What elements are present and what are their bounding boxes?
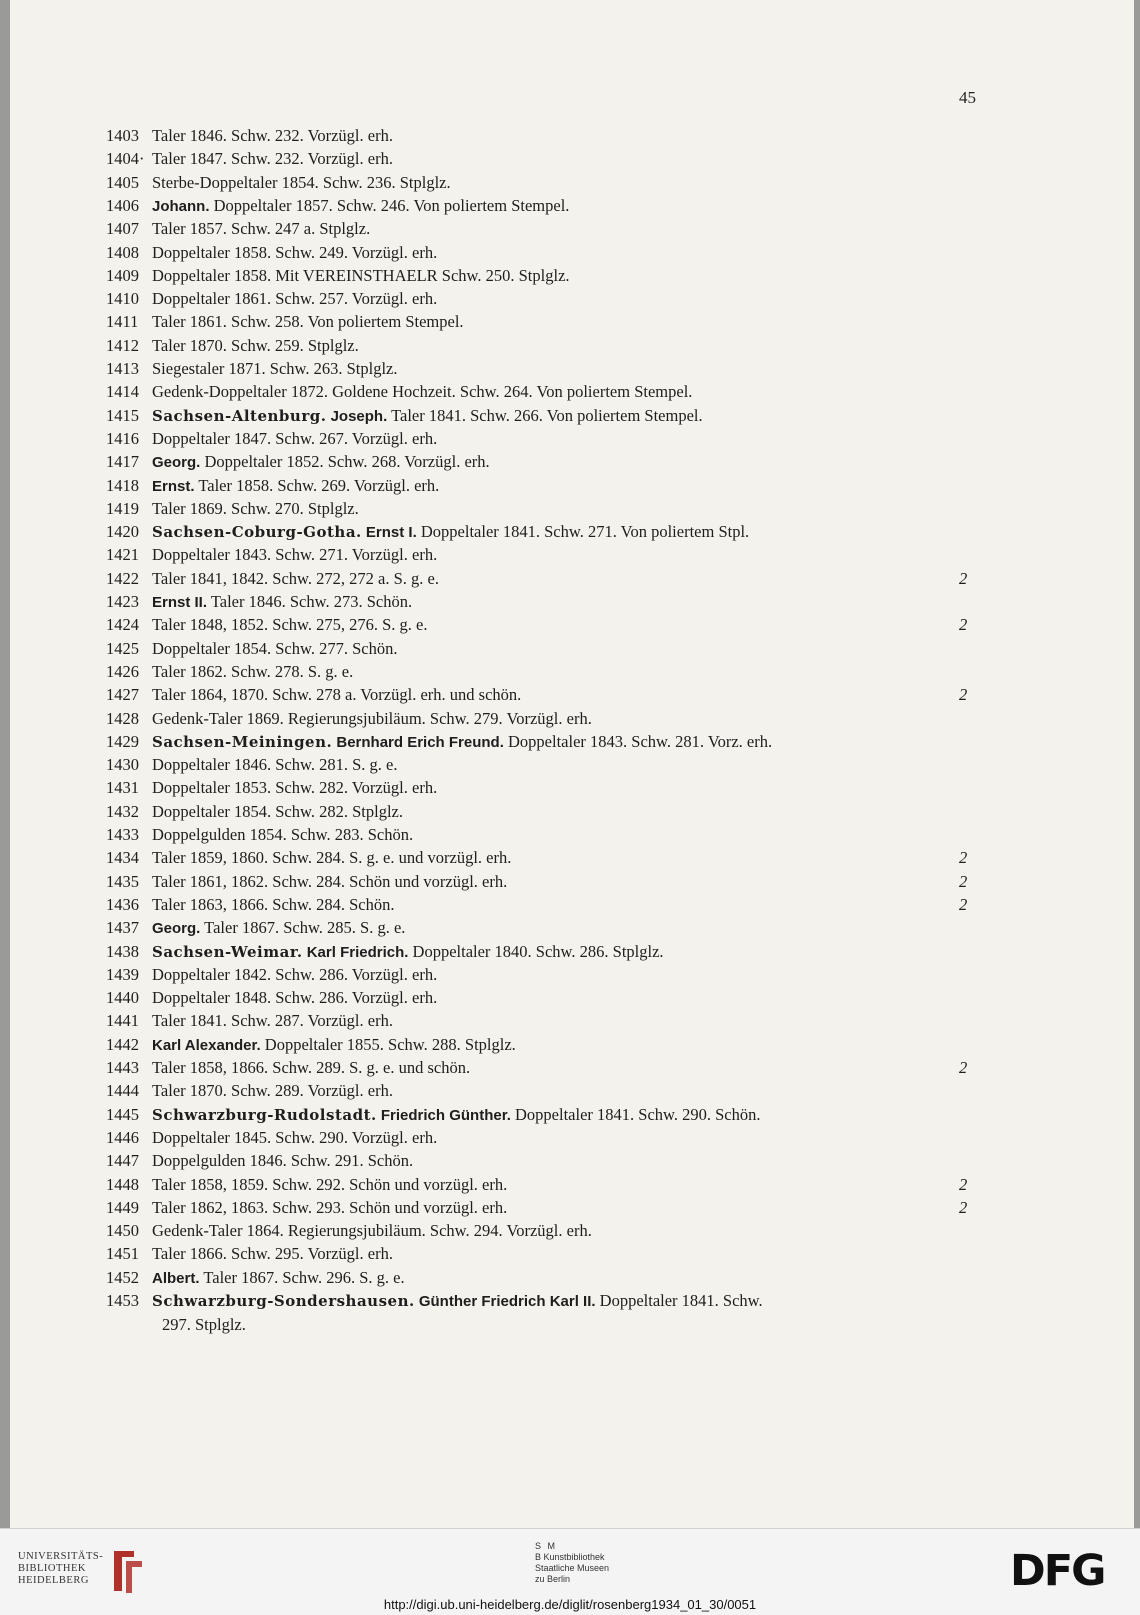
lot-line xyxy=(10,639,1134,662)
lot-text: Taler 1869. Schw. 270. Stplglz. xyxy=(152,498,359,518)
lot-line xyxy=(10,685,1134,708)
ruler-name: Johann. xyxy=(152,197,210,215)
lot-description xyxy=(152,1268,952,1288)
lot-description xyxy=(152,289,952,309)
lot-description xyxy=(152,126,952,146)
region-heading: Sachsen-Coburg-Gotha. xyxy=(152,523,362,542)
lot-description xyxy=(152,848,952,868)
lot-description xyxy=(152,825,952,845)
lot-description xyxy=(152,406,952,426)
ruler-name: Ernst I. xyxy=(365,524,417,542)
lot-line xyxy=(10,1105,1134,1128)
permalink-url[interactable]: http://digi.ub.uni-heidelberg.de/diglit/rosenberg1934_01_30/0051 xyxy=(383,1597,757,1612)
lot-text: Doppeltaler 1847. Schw. 267. Vorzügl. erh. xyxy=(152,428,438,448)
lot-line xyxy=(10,1291,1134,1314)
lot-number: 1418 xyxy=(106,475,139,495)
lot-line xyxy=(10,382,1134,405)
lot-line xyxy=(10,196,1134,219)
lot-text: Doppeltaler 1853. Schw. 282. Vorzügl. erh. xyxy=(152,778,438,798)
lot-description xyxy=(152,872,952,892)
lot-number: 1420 xyxy=(106,522,139,542)
lot-number: 1422 xyxy=(106,568,139,588)
lot-description xyxy=(152,382,952,402)
lot-number: 1411 xyxy=(106,312,139,332)
lot-text: Doppeltaler 1845. Schw. 290. Vorzügl. erh. xyxy=(152,1127,438,1147)
lot-text: Doppeltaler 1857. Schw. 246. Von poliertem Stempel. xyxy=(209,195,570,215)
lot-text: Taler 1862. Schw. 278. S. g. e. xyxy=(152,661,354,681)
lot-description xyxy=(152,522,952,542)
lot-line xyxy=(10,709,1134,732)
university-library-logo[interactable]: UNIVERSITÄTS- BIBLIOTHEK HEIDELBERG xyxy=(18,1545,148,1599)
lot-description xyxy=(152,709,952,729)
lot-description xyxy=(152,1244,952,1264)
lot-line xyxy=(10,312,1134,335)
lot-description xyxy=(152,173,952,193)
lot-text: Doppeltaler 1843. Schw. 271. Vorzügl. erh. xyxy=(152,545,438,565)
lot-line xyxy=(10,429,1134,452)
dfg-logo[interactable]: DFG xyxy=(1010,1546,1105,1596)
ruler-name: Friedrich Günther. xyxy=(380,1106,511,1124)
lot-line xyxy=(10,1175,1134,1198)
lot-text: Taler 1861. Schw. 258. Von poliertem Stempel. xyxy=(152,312,464,332)
lot-number: 1442 xyxy=(106,1034,139,1054)
lot-number: 1438 xyxy=(106,941,139,961)
lot-number: 1439 xyxy=(106,964,139,984)
lot-description xyxy=(152,895,952,915)
lot-line xyxy=(10,662,1134,685)
lot-number: 1406 xyxy=(106,195,139,215)
lot-description xyxy=(152,662,952,682)
lot-number: 1421 xyxy=(106,545,139,565)
lot-line xyxy=(10,219,1134,242)
ruler-name: Albert. xyxy=(152,1269,200,1287)
lot-description xyxy=(152,1151,952,1171)
lot-continuation: 297. Stplglz. xyxy=(162,1315,246,1334)
lot-text: Doppeltaler 1841. Schw. xyxy=(595,1291,763,1310)
page-number: 45 xyxy=(959,88,976,107)
catalog-page xyxy=(10,0,1134,1528)
lot-estimate: 2 xyxy=(959,848,968,868)
lot-number: 1410 xyxy=(106,289,139,309)
lot-line xyxy=(10,732,1134,755)
lot-number: 1405 xyxy=(106,172,139,192)
lot-line xyxy=(10,243,1134,266)
lot-text: Doppeltaler 1852. Schw. 268. Vorzügl. erh. xyxy=(200,452,490,472)
lot-text: Doppeltaler 1841. Schw. 290. Schön. xyxy=(510,1104,761,1124)
lot-number: 1425 xyxy=(106,638,139,658)
lot-description xyxy=(152,266,952,286)
lot-line xyxy=(10,965,1134,988)
lot-number: 1413 xyxy=(106,359,139,378)
lot-line xyxy=(10,569,1134,592)
lot-line xyxy=(10,173,1134,196)
lot-description xyxy=(152,685,952,705)
lot-description xyxy=(152,569,952,589)
museum-credit: S M B Kunstbibliothek Staatliche Museen zu Berlin xyxy=(535,1541,610,1584)
lot-number: 1431 xyxy=(106,778,139,798)
lot-text: Taler 1858, 1866. Schw. 289. S. g. e. und schön. xyxy=(152,1058,471,1077)
lot-line xyxy=(10,942,1134,965)
lot-description xyxy=(152,918,952,938)
lot-description xyxy=(152,1105,952,1125)
lot-number: 1452 xyxy=(106,1267,139,1287)
region-heading: Schwarzburg-Sondershausen. xyxy=(152,1292,415,1310)
lot-text: Taler 1862, 1863. Schw. 293. Schön und vorzügl. erh. xyxy=(152,1197,508,1217)
lot-text: Taler 1848, 1852. Schw. 275, 276. S. g. e. xyxy=(152,615,428,635)
lot-text: Gedenk-Taler 1864. Regierungsjubiläum. Schw. 294. Vorzügl. erh. xyxy=(152,1221,592,1241)
lot-number: 1416 xyxy=(106,428,139,448)
lot-line xyxy=(10,918,1134,941)
lot-text: Taler 1841. Schw. 287. Vorzügl. erh. xyxy=(152,1011,393,1031)
lot-text: Taler 1867. Schw. 296. S. g. e. xyxy=(199,1267,405,1287)
lot-line xyxy=(10,872,1134,895)
lot-text: Taler 1846. Schw. 273. Schön. xyxy=(207,592,413,611)
lot-text: Taler 1870. Schw. 289. Vorzügl. erh. xyxy=(152,1081,393,1101)
lot-estimate: 2 xyxy=(959,568,968,588)
lot-text: Taler 1861, 1862. Schw. 284. Schön und vorzügl. erh. xyxy=(152,871,508,891)
lot-text: Gedenk-Taler 1869. Regierungsjubiläum. Schw. 279. Vorzügl. erh. xyxy=(152,708,592,728)
region-heading: Schwarzburg-Rudolstadt. xyxy=(152,1105,377,1124)
lot-number: 1403 xyxy=(106,126,139,145)
lot-number: 1426 xyxy=(106,661,139,681)
lot-description xyxy=(152,1175,952,1195)
lot-text: Doppelgulden 1846. Schw. 291. Schön. xyxy=(152,1151,414,1171)
lot-description xyxy=(152,336,952,356)
region-heading: Sachsen-Weimar. xyxy=(152,942,303,961)
lot-line xyxy=(10,545,1134,568)
lot-text: Doppeltaler 1854. Schw. 277. Schön. xyxy=(152,638,398,658)
lot-number: 1434 xyxy=(106,848,139,868)
lot-line xyxy=(10,149,1134,172)
lot-text: Taler 1858. Schw. 269. Vorzügl. erh. xyxy=(194,475,440,495)
lot-line xyxy=(10,988,1134,1011)
ruler-name: Günther Friedrich Karl II. xyxy=(418,1293,596,1310)
lot-number: 1404· xyxy=(106,149,145,169)
lot-text: Doppeltaler 1854. Schw. 282. Stplglz. xyxy=(152,801,403,821)
lot-number: 1430 xyxy=(106,755,139,775)
lot-number: 1447 xyxy=(106,1151,139,1171)
lot-text: Taler 1870. Schw. 259. Stplglz. xyxy=(152,335,359,355)
lot-line xyxy=(10,1128,1134,1151)
lot-number: 1435 xyxy=(106,871,139,891)
lot-text: Taler 1841, 1842. Schw. 272, 272 a. S. g. e. xyxy=(152,568,439,588)
lot-text: Taler 1859, 1860. Schw. 284. S. g. e. und vorzügl. erh. xyxy=(152,848,512,868)
lot-number: 1451 xyxy=(106,1244,139,1264)
lot-text: Doppeltaler 1842. Schw. 286. Vorzügl. erh. xyxy=(152,964,438,984)
lot-line xyxy=(10,359,1134,382)
lot-line xyxy=(10,126,1134,149)
lot-line xyxy=(10,336,1134,359)
region-heading: Sachsen-Altenburg. xyxy=(152,406,327,425)
lot-number: 1424 xyxy=(106,615,139,635)
lot-description xyxy=(152,942,952,962)
lot-text: Doppeltaler 1843. Schw. 281. Vorz. erh. xyxy=(503,731,773,751)
lot-text: Siegestaler 1871. Schw. 263. Stplglz. xyxy=(152,359,398,378)
lot-number: 1432 xyxy=(106,801,139,821)
lot-description xyxy=(152,1221,952,1241)
lot-description xyxy=(152,545,952,565)
lot-estimate: 2 xyxy=(959,871,968,891)
lot-number: 1444 xyxy=(106,1081,139,1101)
ruler-name: Georg. xyxy=(152,920,201,938)
lot-estimate: 2 xyxy=(959,685,968,705)
lot-number: 1427 xyxy=(106,685,139,705)
lot-description xyxy=(152,452,952,472)
lot-text: Taler 1847. Schw. 232. Vorzügl. erh. xyxy=(152,149,393,169)
lot-number: 1423 xyxy=(106,592,139,611)
lot-description xyxy=(152,1035,952,1055)
lot-text: Taler 1867. Schw. 285. S. g. e. xyxy=(200,918,406,938)
ruler-name: Ernst. xyxy=(152,477,195,495)
lot-number: 1446 xyxy=(106,1127,139,1147)
lot-line xyxy=(10,895,1134,918)
viewer-footer xyxy=(0,1528,1140,1615)
lot-description xyxy=(152,499,952,519)
lot-text: Doppeltaler 1840. Schw. 286. Stplglz. xyxy=(408,941,664,961)
lot-number: 1415 xyxy=(106,405,139,425)
lot-description xyxy=(152,243,952,263)
lot-line xyxy=(10,1221,1134,1244)
lot-number: 1445 xyxy=(106,1104,139,1124)
lot-number: 1412 xyxy=(106,335,139,355)
lot-text: Doppelgulden 1854. Schw. 283. Schön. xyxy=(152,825,414,844)
lot-number: 1417 xyxy=(106,452,139,472)
ruler-name: Bernhard Erich Freund. xyxy=(336,733,504,751)
ruler-name: Ernst II. xyxy=(152,594,208,611)
lot-estimate: 2 xyxy=(959,894,968,914)
library-emblem-icon xyxy=(104,1547,148,1597)
lot-text: Taler 1863, 1866. Schw. 284. Schön. xyxy=(152,894,395,914)
lot-text: Doppeltaler 1858. Mit VEREINSTHAELR Schw. 250. Stplglz. xyxy=(152,265,570,285)
lot-line xyxy=(10,289,1134,312)
lot-line xyxy=(10,848,1134,871)
lot-estimate: 2 xyxy=(959,1058,968,1077)
lot-description xyxy=(152,639,952,659)
lot-line xyxy=(10,406,1134,429)
lot-text: Doppeltaler 1848. Schw. 286. Vorzügl. erh. xyxy=(152,988,438,1008)
lot-number: 1440 xyxy=(106,988,139,1008)
lot-description xyxy=(152,1011,952,1031)
lot-number: 1443 xyxy=(106,1058,139,1077)
lot-line xyxy=(10,778,1134,801)
lot-description xyxy=(152,755,952,775)
lot-number: 1450 xyxy=(106,1221,139,1241)
lot-number: 1429 xyxy=(106,731,139,751)
lot-description xyxy=(152,312,952,332)
lot-text: Doppeltaler 1858. Schw. 249. Vorzügl. erh. xyxy=(152,242,438,262)
lot-number: 1448 xyxy=(106,1174,139,1194)
lot-line xyxy=(10,522,1134,545)
lot-description xyxy=(152,965,952,985)
lot-text: Sterbe-Doppeltaler 1854. Schw. 236. Stplglz. xyxy=(152,172,451,192)
lot-description xyxy=(152,732,952,752)
lot-text: Doppeltaler 1846. Schw. 281. S. g. e. xyxy=(152,755,398,775)
lot-line xyxy=(10,266,1134,289)
lot-line xyxy=(10,1244,1134,1267)
lot-text: Taler 1846. Schw. 232. Vorzügl. erh. xyxy=(152,126,393,145)
ruler-name: Karl Friedrich. xyxy=(306,943,409,961)
lot-number: 1437 xyxy=(106,918,139,938)
lot-description xyxy=(152,615,952,635)
lot-number: 1428 xyxy=(106,708,139,728)
lot-line xyxy=(10,499,1134,522)
lot-number: 1436 xyxy=(106,894,139,914)
lot-description xyxy=(152,592,952,612)
lot-line xyxy=(10,476,1134,499)
lot-line xyxy=(10,802,1134,825)
lot-description xyxy=(152,1128,952,1148)
ruler-name: Karl Alexander. xyxy=(152,1036,261,1054)
lot-number: 1449 xyxy=(106,1197,139,1217)
region-heading: Sachsen-Meiningen. xyxy=(152,732,333,751)
ruler-name: Georg. xyxy=(152,454,201,472)
lot-text: Taler 1866. Schw. 295. Vorzügl. erh. xyxy=(152,1244,393,1264)
lot-estimate: 2 xyxy=(959,1197,968,1217)
lot-text: Doppeltaler 1855. Schw. 288. Stplglz. xyxy=(260,1034,516,1054)
lot-line xyxy=(10,825,1134,848)
lot-line xyxy=(10,1198,1134,1221)
lot-number: 1453 xyxy=(106,1291,139,1310)
lot-line xyxy=(10,1035,1134,1058)
lot-line xyxy=(10,1081,1134,1104)
lot-description xyxy=(152,219,952,239)
lot-description xyxy=(152,429,952,449)
lot-line xyxy=(10,592,1134,615)
lot-text: Taler 1857. Schw. 247 a. Stplglz. xyxy=(152,219,371,239)
lot-description xyxy=(152,196,952,216)
lot-description xyxy=(152,1081,952,1101)
lot-number: 1407 xyxy=(106,219,139,239)
lot-description xyxy=(152,359,952,379)
lot-description xyxy=(152,1198,952,1218)
ruler-name: Joseph. xyxy=(330,407,388,425)
lot-text: Gedenk-Doppeltaler 1872. Goldene Hochzeit. Schw. 264. Von poliertem Stempel. xyxy=(152,382,693,402)
lot-number: 1419 xyxy=(106,498,139,518)
lot-line xyxy=(10,1058,1134,1081)
lot-number: 1441 xyxy=(106,1011,139,1031)
lot-description xyxy=(152,988,952,1008)
lot-description xyxy=(152,802,952,822)
lot-description xyxy=(152,1058,952,1078)
lot-line xyxy=(10,755,1134,778)
lot-number: 1414 xyxy=(106,382,139,402)
lot-description xyxy=(152,149,952,169)
lot-line xyxy=(10,615,1134,638)
lot-estimate: 2 xyxy=(959,1174,968,1194)
lot-text: Taler 1858, 1859. Schw. 292. Schön und vorzügl. erh. xyxy=(152,1174,508,1194)
lot-description xyxy=(152,476,952,496)
lot-number: 1433 xyxy=(106,825,139,844)
lot-number: 1408 xyxy=(106,242,139,262)
lot-line xyxy=(10,1268,1134,1291)
lot-estimate: 2 xyxy=(959,615,968,635)
lot-line xyxy=(10,452,1134,475)
lot-text: Taler 1864, 1870. Schw. 278 a. Vorzügl. erh. und schön. xyxy=(152,685,522,705)
lot-text: Doppeltaler 1861. Schw. 257. Vorzügl. erh. xyxy=(152,289,438,309)
lot-description xyxy=(152,778,952,798)
lot-line xyxy=(10,1151,1134,1174)
lot-description xyxy=(152,1291,952,1311)
lot-line xyxy=(10,1011,1134,1034)
lot-text: Doppeltaler 1841. Schw. 271. Von poliertem Stpl. xyxy=(416,522,750,542)
lot-number: 1409 xyxy=(106,265,139,285)
lot-text: Taler 1841. Schw. 266. Von poliertem Stempel. xyxy=(387,405,703,425)
